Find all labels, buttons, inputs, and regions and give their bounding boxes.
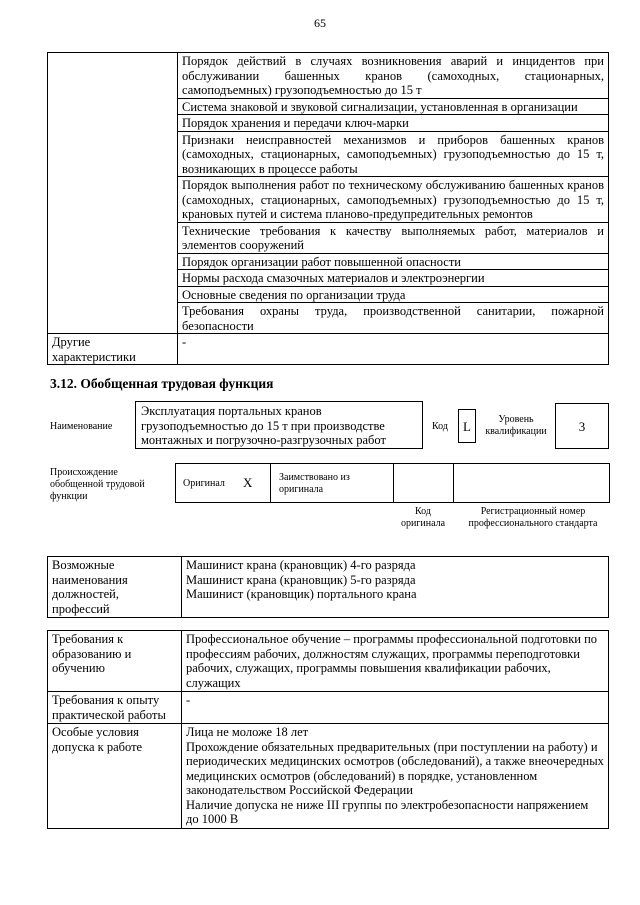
level-label: Уровень квалификации (485, 414, 547, 437)
page-number: 65 (314, 16, 326, 30)
education-label: Требования к образованию и обучению (48, 631, 182, 692)
section-heading: 3.12. Обобщенная трудовая функция (50, 376, 274, 391)
position-item: Машинист крана (крановщик) 4-го разряда (186, 558, 416, 572)
code-value: L (458, 409, 476, 443)
function-name-box (135, 401, 423, 449)
origin-divider (393, 463, 394, 503)
special-conditions-label: Особые условия допуска к работе (48, 724, 182, 829)
level-value: 3 (555, 403, 609, 449)
knowledge-item: Система знаковой и звуковой сигнализации, установленная в организации (178, 98, 609, 115)
requirements-table (47, 630, 609, 829)
other-characteristics-value: - (178, 334, 609, 365)
original-mark: X (243, 475, 253, 490)
other-characteristics-label: Другие характеристики (48, 334, 178, 365)
knowledge-item: Порядок выполнения работ по техническому обслуживанию башенных кранов (самоходных, стационарных, самоподъемных) грузоподъемностью до 15 т, крановых путей и система планово-предупредительных ремонтов (178, 177, 609, 223)
name-label: Наименование (50, 421, 113, 432)
empty-label-cell (48, 53, 178, 334)
knowledge-item: Признаки неисправностей механизмов и приборов башенных кранов (самоходных, стационарных, самоподъемных) грузоподъемностью до 15 т, возникающих в процессе работы (178, 131, 609, 177)
origin-divider (453, 463, 454, 503)
origin-divider (270, 463, 271, 503)
knowledge-item: Нормы расхода смазочных материалов и электроэнергии (178, 270, 609, 287)
condition-item: Наличие допуска не ниже III группы по электробезопасности напряжением до 1000 В (186, 797, 589, 826)
position-item: Машинист (крановщик) портального крана (186, 587, 417, 601)
knowledge-item: Технические требования к качеству выполняемых работ, материалов и элементов сооружений (178, 222, 609, 253)
knowledge-item: Основные сведения по организации труда (178, 286, 609, 303)
knowledge-item: Требования охраны труда, производственной санитарии, пожарной безопасности (178, 303, 609, 334)
reg-number-caption: Регистрационный номер профессионального стандарта (468, 506, 598, 529)
experience-value: - (182, 692, 609, 724)
education-value: Профессиональное обучение – программы профессиональной подготовки по профессиям рабочих, должностям служащих, программы переподготовки рабочих, служащих, программы повышения квалификации рабочих, служащих (182, 631, 609, 692)
knowledge-item: Порядок организации работ повышенной опасности (178, 253, 609, 270)
function-name-value: Эксплуатация портальных кранов грузоподъемностью до 15 т при производстве монтажных и погрузочно-разгрузочных работ (141, 404, 386, 447)
condition-item: Лица не моложе 18 лет (186, 725, 309, 739)
original-label: Оригинал (183, 478, 225, 489)
positions-values (182, 557, 609, 618)
origin-label: Происхождение обобщенной трудовой функции (50, 467, 145, 502)
borrowed-label: Заимствовано из оригинала (279, 472, 350, 495)
knowledge-table (47, 52, 609, 365)
knowledge-item: Порядок действий в случаях возникновения аварий и инцидентов при обслуживании башенных кранов (самоходных, стационарных, самоподъемных) грузоподъемностью до 15 т (178, 53, 609, 99)
position-item: Машинист крана (крановщик) 5-го разряда (186, 572, 416, 587)
condition-item: Прохождение обязательных предварительных (при поступлении на работу) и периодических медицинских осмотров (обследований), а также внеочередных медицинских осмотров (обследований) в порядке, установленном законодательством Российской Федерации (186, 739, 604, 797)
special-conditions-value (182, 724, 609, 829)
knowledge-item: Порядок хранения и передачи ключ-марки (178, 115, 609, 132)
code-label: Код (432, 421, 448, 432)
code-original-caption: Код оригинала (400, 506, 446, 529)
experience-label: Требования к опыту практической работы (48, 692, 182, 724)
positions-table (47, 556, 609, 618)
positions-label: Возможные наименования должностей, профессий (48, 557, 182, 618)
